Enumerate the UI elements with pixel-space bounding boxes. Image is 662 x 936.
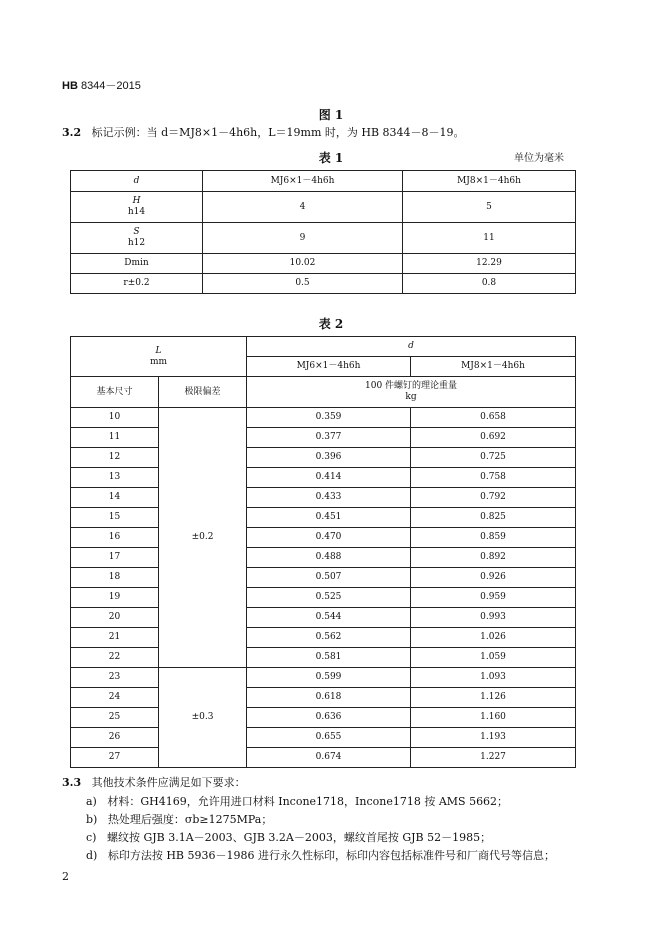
table-cell: 0.959 [411, 588, 576, 608]
table-header-row [71, 337, 576, 357]
table-cell: 18 [71, 568, 159, 588]
table-cell: 0.488 [247, 548, 411, 568]
table-row [71, 728, 576, 748]
table-header-cell: MJ8×1－4h6h [411, 357, 576, 377]
table-cell: 0.599 [247, 668, 411, 688]
table-cell: 1.026 [411, 628, 576, 648]
header-code: HB [62, 80, 78, 92]
table-cell: 0.636 [247, 708, 411, 728]
table-cell: 1.160 [411, 708, 576, 728]
table-cell: 0.993 [411, 608, 576, 628]
table-cell: 26 [71, 728, 159, 748]
table-cell: 13 [71, 468, 159, 488]
table-header-cell: d [71, 171, 203, 192]
table-row [71, 428, 576, 448]
table-cell: 0.414 [247, 468, 411, 488]
table-cell: 0.618 [247, 688, 411, 708]
table-cell: 12 [71, 448, 159, 468]
header-number: 8344－2015 [77, 80, 141, 92]
section-text: 标记示例：当 d＝MJ8×1－4h6h，L＝19mm 时，为 HB 8344－8－19。 [91, 126, 465, 139]
table-cell: ±0.3 [159, 668, 247, 768]
table-cell: 1.093 [411, 668, 576, 688]
table-cell: 21 [71, 628, 159, 648]
table-cell: 4 [203, 192, 403, 223]
weight-header-cell: 100 件螺钉的理论重量 kg [247, 377, 576, 408]
table-cell: S h12 [71, 223, 203, 254]
table-cell: 0.725 [411, 448, 576, 468]
table-cell: 0.655 [247, 728, 411, 748]
table-cell: 0.433 [247, 488, 411, 508]
table-row [71, 254, 576, 274]
table-cell: 0.825 [411, 508, 576, 528]
table-header-row [71, 377, 576, 408]
list-item: b) 热处理后强度：σb≥1275MPa； [86, 813, 273, 826]
section-number: 3.2 [62, 126, 82, 139]
table-cell: 20 [71, 608, 159, 628]
list-item: a) 材料：GH4169，允许用进口材料 Incone1718，Incone1718 按 AMS 5662； [86, 795, 509, 808]
table-cell: 0.859 [411, 528, 576, 548]
list-item: c) 螺纹按 GJB 3.1A－2003、GJB 3.2A－2003，螺纹首尾按 GJB 52－1985； [86, 831, 492, 844]
table1-caption: 表 1 [318, 151, 344, 165]
table-cell: 16 [71, 528, 159, 548]
table-row [71, 588, 576, 608]
table-cell: 0.525 [247, 588, 411, 608]
table-cell: H h14 [71, 192, 203, 223]
table-cell: 0.5 [203, 274, 403, 294]
table-cell: 0.562 [247, 628, 411, 648]
table-cell: 22 [71, 648, 159, 668]
table-header-cell: MJ6×1－4h6h [203, 171, 403, 192]
document-header [62, 77, 141, 93]
table-row [71, 568, 576, 588]
table-cell: 0.544 [247, 608, 411, 628]
table-cell: 10.02 [203, 254, 403, 274]
table-cell: 11 [403, 223, 576, 254]
table-cell: 1.193 [411, 728, 576, 748]
table-row [71, 508, 576, 528]
table-cell: 11 [71, 428, 159, 448]
table-row [71, 648, 576, 668]
table-cell: 25 [71, 708, 159, 728]
table-row [71, 223, 576, 254]
table-cell: 1.227 [411, 748, 576, 768]
table-row [71, 708, 576, 728]
table-cell: 12.29 [403, 254, 576, 274]
section-number: 3.3 [62, 776, 82, 789]
table-cell: 1.126 [411, 688, 576, 708]
table-cell: Dmin [71, 254, 203, 274]
table-row [71, 668, 576, 688]
table-cell: 0.359 [247, 408, 411, 428]
table-cell: 17 [71, 548, 159, 568]
table-cell: 10 [71, 408, 159, 428]
table-cell: 0.892 [411, 548, 576, 568]
table-cell: 0.692 [411, 428, 576, 448]
table-cell: 0.507 [247, 568, 411, 588]
table1-unit: 单位为毫米 [514, 153, 564, 164]
table-cell: r±0.2 [71, 274, 203, 294]
table-cell: 0.377 [247, 428, 411, 448]
table-row [71, 192, 576, 223]
table-cell: 0.581 [247, 648, 411, 668]
table-row [71, 748, 576, 768]
table-header-cell: 基本尺寸 [71, 377, 159, 408]
table-row [71, 628, 576, 648]
table-row [71, 528, 576, 548]
L-header-cell: L mm [71, 337, 247, 377]
table-cell: 23 [71, 668, 159, 688]
d-header-cell: d [247, 337, 576, 357]
table2-caption: 表 2 [318, 317, 344, 331]
section-text: 其他技术条件应满足如下要求： [91, 776, 246, 789]
table-row [71, 468, 576, 488]
list-item: d) 标印方法按 HB 5936－1986 进行永久性标印，标印内容包括标准件号和厂商代号等信息； [86, 849, 555, 862]
table-cell: 24 [71, 688, 159, 708]
table-row [71, 408, 576, 428]
section-3-2 [62, 124, 465, 140]
section-3-3 [62, 774, 246, 790]
table-cell: 9 [203, 223, 403, 254]
table-row [71, 448, 576, 468]
table-2 [70, 336, 576, 768]
table-cell: ±0.2 [159, 408, 247, 668]
table-cell: 0.658 [411, 408, 576, 428]
page-number: 2 [62, 870, 69, 883]
table-cell: 1.059 [411, 648, 576, 668]
table-row [71, 274, 576, 294]
table-cell: 0.396 [247, 448, 411, 468]
table-row [71, 488, 576, 508]
table-cell: 27 [71, 748, 159, 768]
table-cell: 0.8 [403, 274, 576, 294]
table-cell: 19 [71, 588, 159, 608]
table-header-cell: MJ6×1－4h6h [247, 357, 411, 377]
table-cell: 15 [71, 508, 159, 528]
table-header-row [71, 171, 576, 192]
table-cell: 0.792 [411, 488, 576, 508]
table-cell: 0.470 [247, 528, 411, 548]
table-cell: 0.451 [247, 508, 411, 528]
table-header-cell: MJ8×1－4h6h [403, 171, 576, 192]
table-row [71, 608, 576, 628]
figure-caption: 图 1 [318, 108, 344, 122]
table-header-cell: 极限偏差 [159, 377, 247, 408]
table-cell: 0.758 [411, 468, 576, 488]
table-1 [70, 170, 576, 294]
table-cell: 5 [403, 192, 576, 223]
table-cell: 14 [71, 488, 159, 508]
table-cell: 0.926 [411, 568, 576, 588]
table-row [71, 548, 576, 568]
table-cell: 0.674 [247, 748, 411, 768]
table-row [71, 688, 576, 708]
